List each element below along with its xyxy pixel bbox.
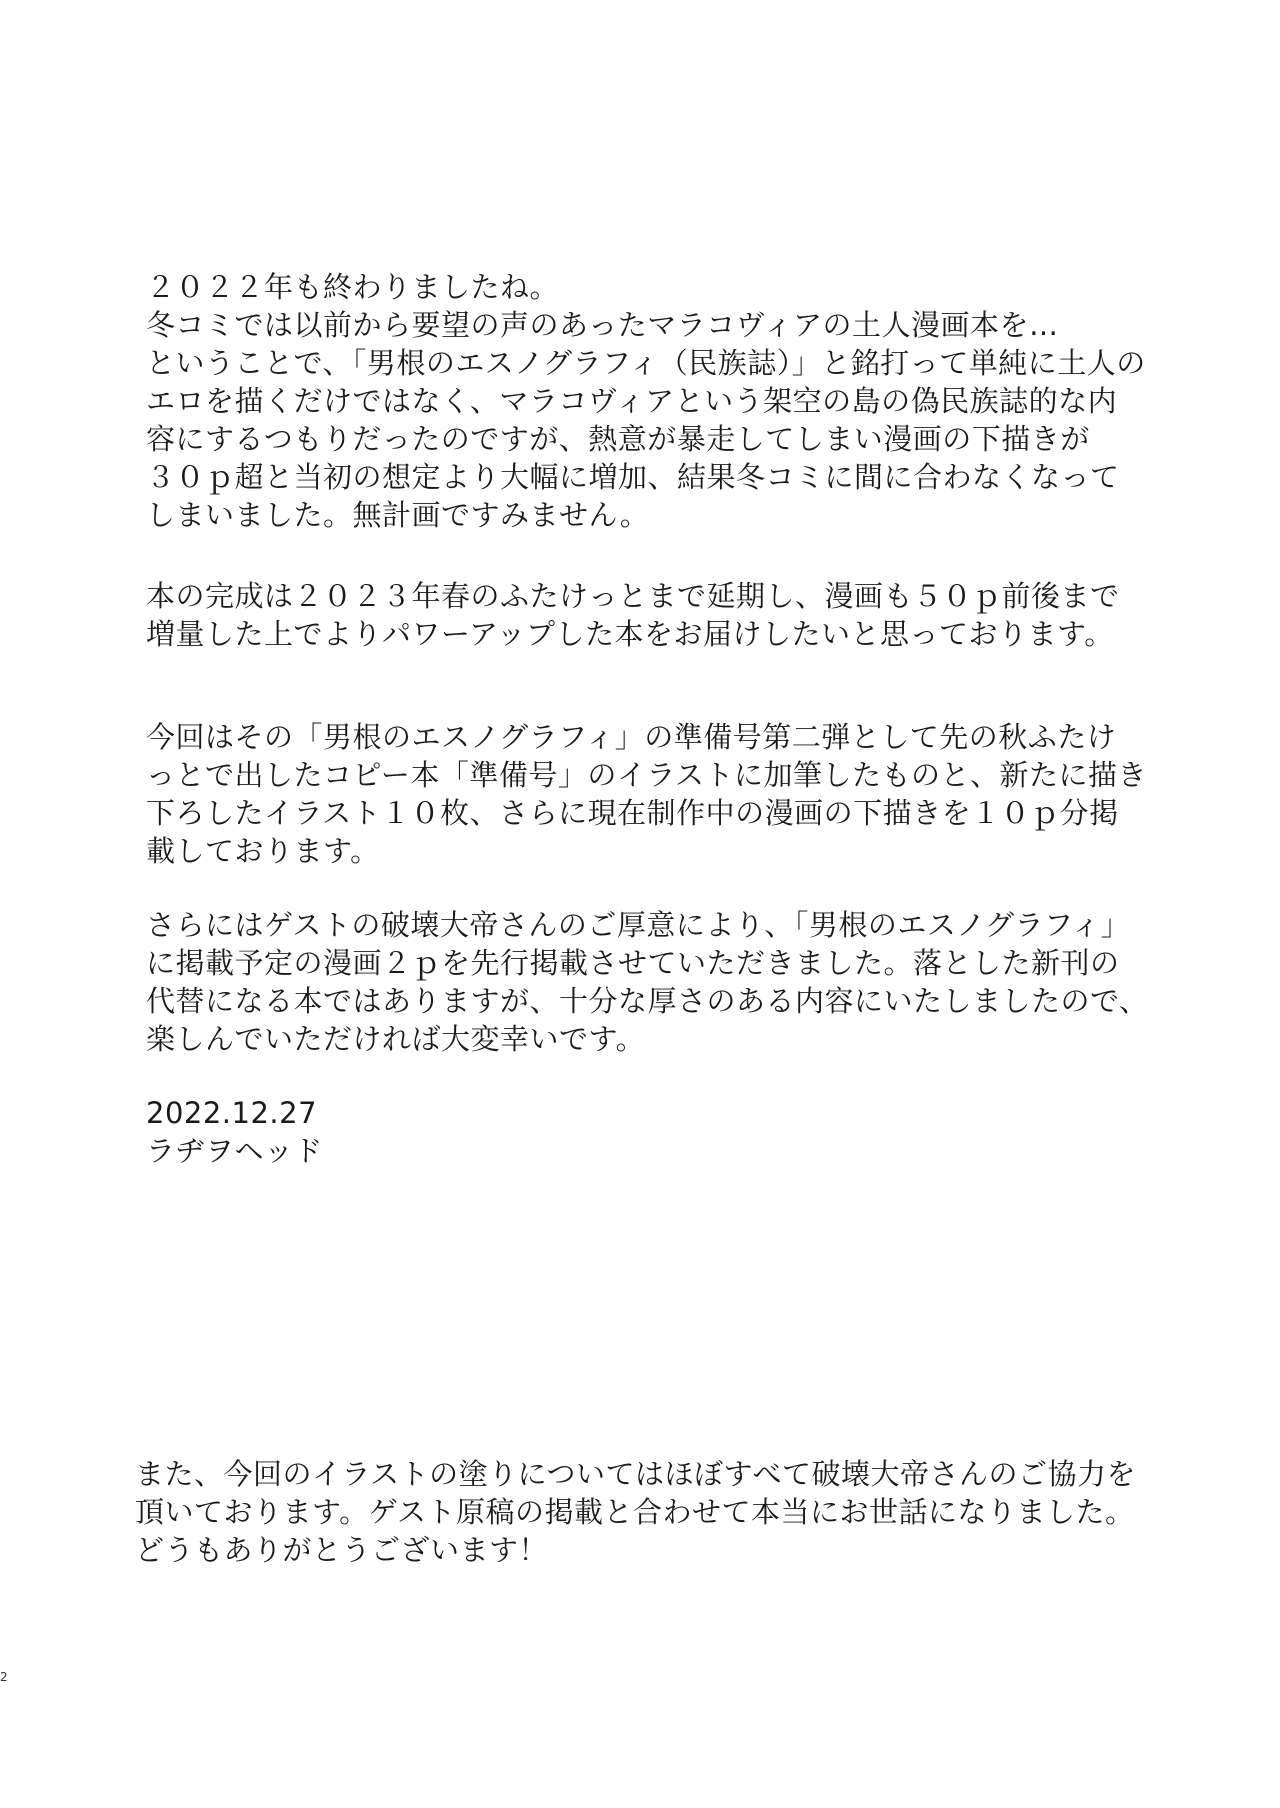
- paragraph-intro: [146, 268, 1156, 534]
- signature-date: 2022.12.27: [146, 1096, 318, 1130]
- text-line: しまいました。無計画ですみません。: [146, 498, 650, 532]
- text-line: 代替になる本ではありますが、十分な厚さのある内容にいたしましたので、: [146, 984, 1149, 1018]
- text-line: 冬コミでは以前から要望の声のあったマラコヴィアの土人漫画本を…: [146, 308, 1059, 342]
- text-line: 本の完成は２０２３年春のふたけっとまで延期し、漫画も５０ｐ前後まで: [146, 579, 1120, 613]
- text-line: っとで出したコピー本「準備号」のイラストに加筆したものと、新たに描き: [146, 758, 1147, 792]
- paragraph-completion: [146, 577, 1156, 653]
- text-line: 下ろしたイラスト１０枚、さらに現在制作中の漫画の下描きを１０ｐ分掲: [146, 796, 1119, 830]
- text-line: 容にするつもりだったのですが、熱意が暴走してしまい漫画の下描きが: [146, 422, 1090, 456]
- text-line: エロを描くだけではなく、マラコヴィアという架空の島の偽民族誌的な内: [146, 384, 1118, 418]
- page-number: 2: [0, 1670, 8, 1684]
- text-line: 今回はその「男根のエスノグラフィ」の準備号第二弾として先の秋ふたけ: [146, 720, 1117, 754]
- text-line: に掲載予定の漫画２ｐを先行掲載させていただきました。落とした新刊の: [146, 946, 1120, 980]
- signature-author: ラヂヲヘッド: [146, 1134, 324, 1168]
- text-line: 頂いております。ゲスト原稿の掲載と合わせて本当にお世話になりました。: [135, 1495, 1135, 1529]
- text-line: 楽しんでいただければ大変幸いです。: [146, 1022, 646, 1056]
- text-line: ２０２２年も終わりましたね。: [146, 270, 560, 304]
- paragraph-guest: [146, 906, 1156, 1058]
- text-line: 増量した上でよりパワーアップした本をお届けしたいと思っております。: [146, 617, 1114, 651]
- paragraph-contents: [146, 718, 1156, 870]
- text-line: ということで、「男根のエスノグラフィ（民族誌）」と銘打って単純に土人の: [146, 346, 1146, 380]
- text-line: どうもありがとうございます！: [135, 1533, 549, 1567]
- paragraph-closing: [135, 1455, 1165, 1569]
- signature: [146, 1094, 1156, 1170]
- text-line: また、今回のイラストの塗りについてはほぼすべて破壊大帝さんのご協力を: [135, 1457, 1136, 1491]
- text-line: さらにはゲストの破壊大帝さんのご厚意により、「男根のエスノグラフィ」: [146, 908, 1131, 942]
- text-line: ３０ｐ超と当初の想定より大幅に増加、結果冬コミに間に合わなくなって: [146, 460, 1120, 494]
- text-line: 載しております。: [146, 834, 380, 868]
